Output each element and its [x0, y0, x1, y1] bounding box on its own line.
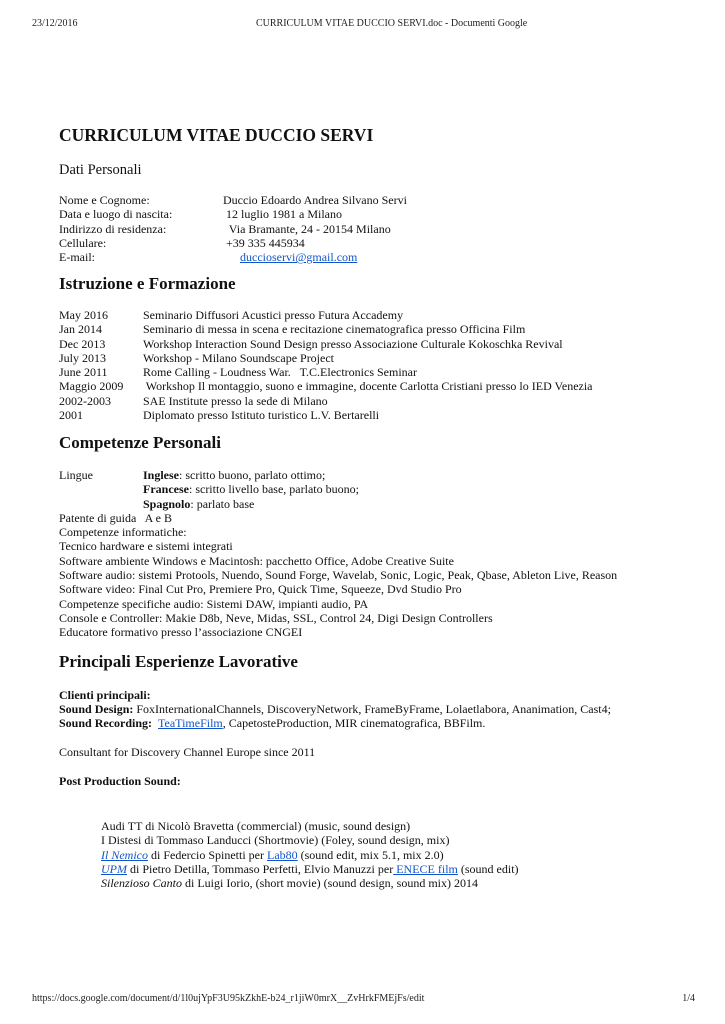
pp-title: Silenzioso Canto [101, 876, 183, 891]
education-date: May 2016 [59, 308, 108, 322]
skill-line: Software audio: sistemi Protools, Nuendo, Sound Forge, Wavelab, Sonic, Logic, Peak, Qbase, Ableton Live, Reason [59, 568, 618, 583]
consultant-line: Consultant for Discovery Channel Europe since 2011 [59, 745, 316, 759]
sound-design-label: Sound Design: [59, 702, 134, 716]
sound-recording-line [59, 716, 485, 730]
personal-key: Indirizzo di residenza: [59, 221, 167, 236]
personal-heading: Dati Personali [59, 162, 142, 178]
education-row [59, 394, 593, 408]
pp-text: di Pietro Detilla, Tommaso Perfetti, Elvio Manuzzi per [127, 861, 394, 876]
languages-label: Lingue [59, 468, 93, 482]
print-title: CURRICULUM VITAE DUCCIO SERVI.doc - Documenti Google [256, 18, 528, 29]
education-heading: Istruzione e Formazione [59, 274, 236, 293]
education-row [59, 408, 593, 422]
language-desc: : parlato base [190, 496, 255, 511]
education-row [59, 351, 593, 365]
pp-item [101, 876, 519, 890]
language-desc: : scritto buono, parlato ottimo; [179, 468, 326, 482]
skill-line: Software video: Final Cut Pro, Premiere Pro, Quick Time, Squeeze, Dvd Studio Pro [59, 582, 462, 597]
post-production-list [101, 819, 519, 890]
pp-text: (sound edit, mix 5.1, mix 2.0) [297, 847, 444, 862]
language-row [59, 497, 617, 511]
personal-key: Nome e Cognome: [59, 193, 150, 207]
education-row [59, 308, 593, 322]
lab80-link[interactable]: Lab80 [266, 847, 298, 862]
pp-text: di Luigi Iorio, (short movie) (sound design, sound mix) 2014 [182, 876, 478, 891]
sound-design-line [59, 702, 611, 716]
language-row [59, 482, 617, 496]
email-link[interactable]: duccioservi@gmail.com [240, 250, 358, 265]
education-date: Jan 2014 [59, 322, 102, 337]
pp-item [101, 862, 519, 876]
personal-row [59, 207, 407, 221]
work-heading: Principali Esperienze Lavorative [59, 652, 298, 671]
education-row [59, 365, 593, 379]
upm-link[interactable]: UPM [101, 861, 127, 876]
education-list [59, 308, 593, 422]
print-date: 23/12/2016 [32, 18, 78, 29]
personal-row [59, 236, 407, 250]
personal-row [59, 222, 407, 236]
education-date: June 2011 [59, 365, 108, 380]
clients-label: Clienti principali: [59, 688, 151, 702]
pp-item: Audi TT di Nicolò Bravetta (commercial) (music, sound design) [101, 819, 411, 833]
personal-value: 12 luglio 1981 a Milano [223, 207, 342, 222]
education-row [59, 379, 593, 393]
education-text: Diplomato presso Istituto turistico L.V. Bertarelli [143, 408, 380, 423]
personal-key: Data e luogo di nascita: [59, 207, 173, 222]
skill-line: Competenze specifiche audio: Sistemi DAW, impianti audio, PA [59, 596, 369, 611]
personal-info [59, 193, 407, 264]
pp-item: I Distesi di Tommaso Landucci (Shortmovie) (Foley, sound design, mix) [101, 833, 450, 848]
education-text: Workshop - Milano Soundscape Project [143, 350, 335, 365]
il-nemico-link[interactable]: Il Nemico [101, 847, 148, 862]
skill-line: Competenze informatiche: [59, 525, 187, 540]
education-date: Dec 2013 [59, 336, 106, 351]
personal-key: Cellulare: [59, 235, 107, 250]
education-text: SAE Institute presso la sede di Milano [143, 393, 328, 408]
language-name: Inglese [143, 468, 179, 482]
education-date: July 2013 [59, 350, 107, 365]
personal-value: Via Bramante, 24 - 20154 Milano [223, 221, 391, 236]
language-name: Francese [143, 482, 189, 497]
print-url: https://docs.google.com/document/d/1l0ujYpF3U95kZkhE-b24_r1jiW0mrX__ZvHrkFMEjFs/edit [32, 993, 425, 1004]
pp-text: di Federcio Spinetti per [148, 847, 267, 862]
skills-block [59, 468, 617, 640]
skill-line: Educatore formativo presso l’associazione CNGEI [59, 625, 303, 640]
document-title: CURRICULUM VITAE DUCCIO SERVI [59, 125, 374, 145]
pp-text: (sound edit) [457, 861, 519, 876]
language-desc: : scritto livello base, parlato buono; [188, 482, 359, 497]
personal-key: E-mail: [59, 250, 95, 265]
sound-recording-label: Sound Recording: [59, 716, 153, 730]
language-row [59, 468, 617, 482]
education-row [59, 337, 593, 351]
skill-line: Software ambiente Windows e Macintosh: pacchetto Office, Adobe Creative Suite [59, 553, 454, 568]
skills-heading: Competenze Personali [59, 433, 221, 452]
enece-film-link[interactable]: ENECE film [393, 861, 458, 876]
education-date: 2002-2003 [59, 393, 111, 408]
personal-value: +39 335 445934 [223, 235, 305, 250]
education-row [59, 322, 593, 336]
skill-line: Tecnico hardware e sistemi integrati [59, 539, 233, 554]
education-text: Seminario Diffusori Acustici presso Futura Accademy [143, 308, 404, 322]
skill-line: Patente di guida A e B [59, 510, 172, 525]
teatimefilm-link[interactable]: TeaTimeFilm [158, 716, 223, 730]
education-text: Workshop Il montaggio, suono e immagine, docente Carlotta Cristiani presso lo IED Venezia [143, 379, 593, 394]
pp-item [101, 848, 519, 862]
education-date: Maggio 2009 [59, 379, 124, 394]
sound-recording-text: , CapetosteProduction, MIR cinematografica, BBFilm. [222, 716, 486, 730]
education-date: 2001 [59, 408, 83, 423]
education-text: Workshop Interaction Sound Design presso Associazione Culturale Kokoschka Revival [143, 336, 563, 351]
language-name: Spagnolo [143, 496, 191, 511]
page-number: 1/4 [682, 993, 695, 1004]
education-text: Rome Calling - Loudness War. T.C.Electronics Seminar [143, 365, 417, 380]
personal-value: Duccio Edoardo Andrea Silvano Servi [223, 193, 407, 207]
personal-row [59, 250, 407, 264]
sound-design-text: FoxInternationalChannels, DiscoveryNetwork, FrameByFrame, Lolaetlabora, Ananimation, Cast4; [133, 702, 611, 716]
education-text: Seminario di messa in scena e recitazione cinematografica presso Officina Film [143, 322, 526, 337]
skill-line: Console e Controller: Makie D8b, Neve, Midas, SSL, Control 24, Digi Design Controllers [59, 610, 493, 625]
personal-row [59, 193, 407, 207]
post-production-label: Post Production Sound: [59, 774, 181, 788]
